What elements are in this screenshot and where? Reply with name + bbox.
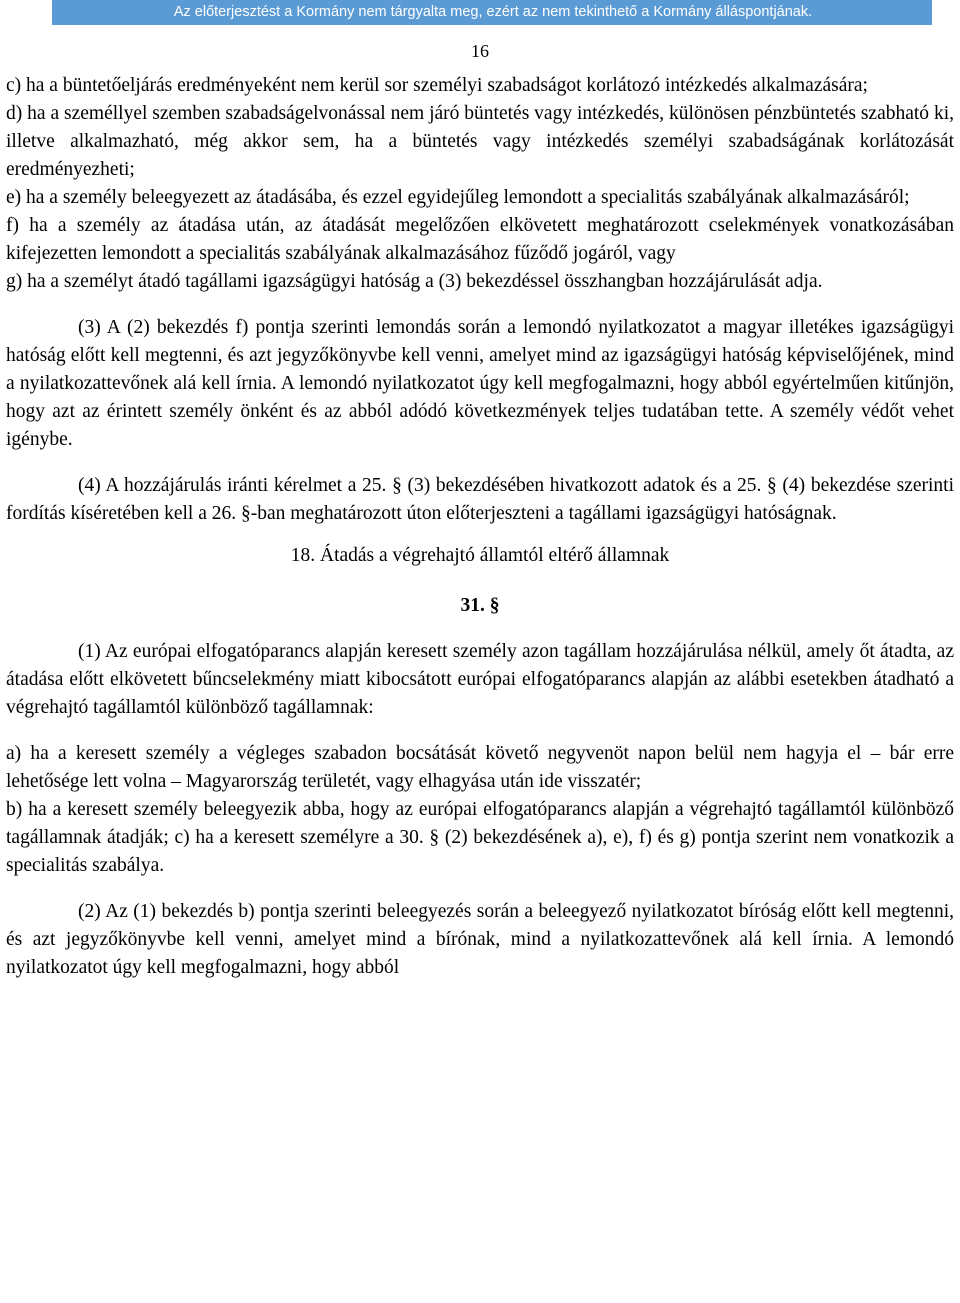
section-31-point-a: a) ha a keresett személy a végleges szabadon bocsátását követő negyvenöt napon belül nem hagyja el – bár erre lehetősége lett volna – Magyarország területét, vagy elhagyása után ide visszatér; [6,743,954,792]
paragraph-4: (4) A hozzájárulás iránti kérelmet a 25. § (3) bekezdésében hivatkozott adatok és a 25. § (4) bekezdése szerinti fordítás kíséretében kell a 26. §-ban meghatározott úton előterjeszteni a tagállami igazságügyi hatóságnak. [6,475,954,524]
point-g: g) ha a személyt átadó tagállami igazságügyi hatóság a (3) bekezdéssel összhangban hozzájárulását adja. [6,271,823,292]
point-c: c) ha a büntetőeljárás eredményeként nem kerül sor személyi szabadságot korlátozó intézkedés alkalmazására; [6,75,868,96]
point-e: e) ha a személy beleegyezett az átadásába, és ezzel egyidejűleg lemondott a specialitás szabályának alkalmazásáról; [6,187,910,208]
section-31-paragraph-1: (1) Az európai elfogatóparancs alapján keresett személy azon tagállam hozzájárulása nélkül, amely őt átadta, az átadása előtt elkövetett bűncselekmény miatt kibocsátott európai elfogatóparancs alapján az alábbi esetekben átadható a végrehajtó tagállamtól különböző tagállamnak: [6,641,954,718]
point-d: d) ha a személlyel szemben szabadságelvonással nem járó büntetés vagy intézkedés, különösen pénzbüntetés szabható ki, illetve alkalmazható, még akkor sem, ha a büntetés vagy intézkedés személyi szabadságának korlátozását eredményezheti; [6,103,954,180]
draft-notice-banner: Az előterjesztést a Kormány nem tárgyalta meg, ezért az nem tekinthető a Kormány álláspontjának. [52,0,932,25]
section-31-point-b: b) ha a keresett személy beleegyezik abba, hogy az európai elfogatóparancs alapján a végrehajtó tagállamtól különböző tagállamnak átadják; c) ha a keresett személyre a 30. § (2) bekezdésének a), e), f) és g) pontja szerint nem vonatkozik a specialitás szabálya. [6,799,954,876]
page-number: 16 [471,41,489,61]
paragraph-3: (3) A (2) bekezdés f) pontja szerinti lemondás során a lemondó nyilatkozatot a magyar illetékes igazságügyi hatóság előtt kell megtenni, és azt jegyzőkönyvbe kell venni, amelyet mind az igazságügyi hatóság képviselőjének, mind a nyilatkozattevőnek alá kell írnia. A lemondó nyilatkozatot úgy kell megfogalmazni, hogy abból egyértelműen kitűnjön, hogy azt az érintett személy önként és az abból adódó következmények teljes tudatában tette. A személy védőt vehet igénybe. [6,317,954,450]
chapter-heading: 18. Átadás a végrehajtó államtól eltérő államnak [290,545,670,566]
point-f: f) ha a személy az átadása után, az átadását megelőzően elkövetett meghatározott cselekmények vonatkozásában kifejezetten lemondott a specialitás szabályának alkalmazásához fűződő jogáról, vagy [6,215,954,264]
section-number: 31. § [460,595,500,616]
document-body [0,72,960,982]
section-31-paragraph-2: (2) Az (1) bekezdés b) pontja szerinti beleegyezés során a beleegyező nyilatkozatot bíróság előtt kell megtenni, és azt jegyzőkönyvbe kell venni, amelyet mind a bírónak, mind a nyilatkozattevőnek alá kell írnia. A lemondó nyilatkozatot úgy kell megfogalmazni, hogy abból [6,901,954,978]
